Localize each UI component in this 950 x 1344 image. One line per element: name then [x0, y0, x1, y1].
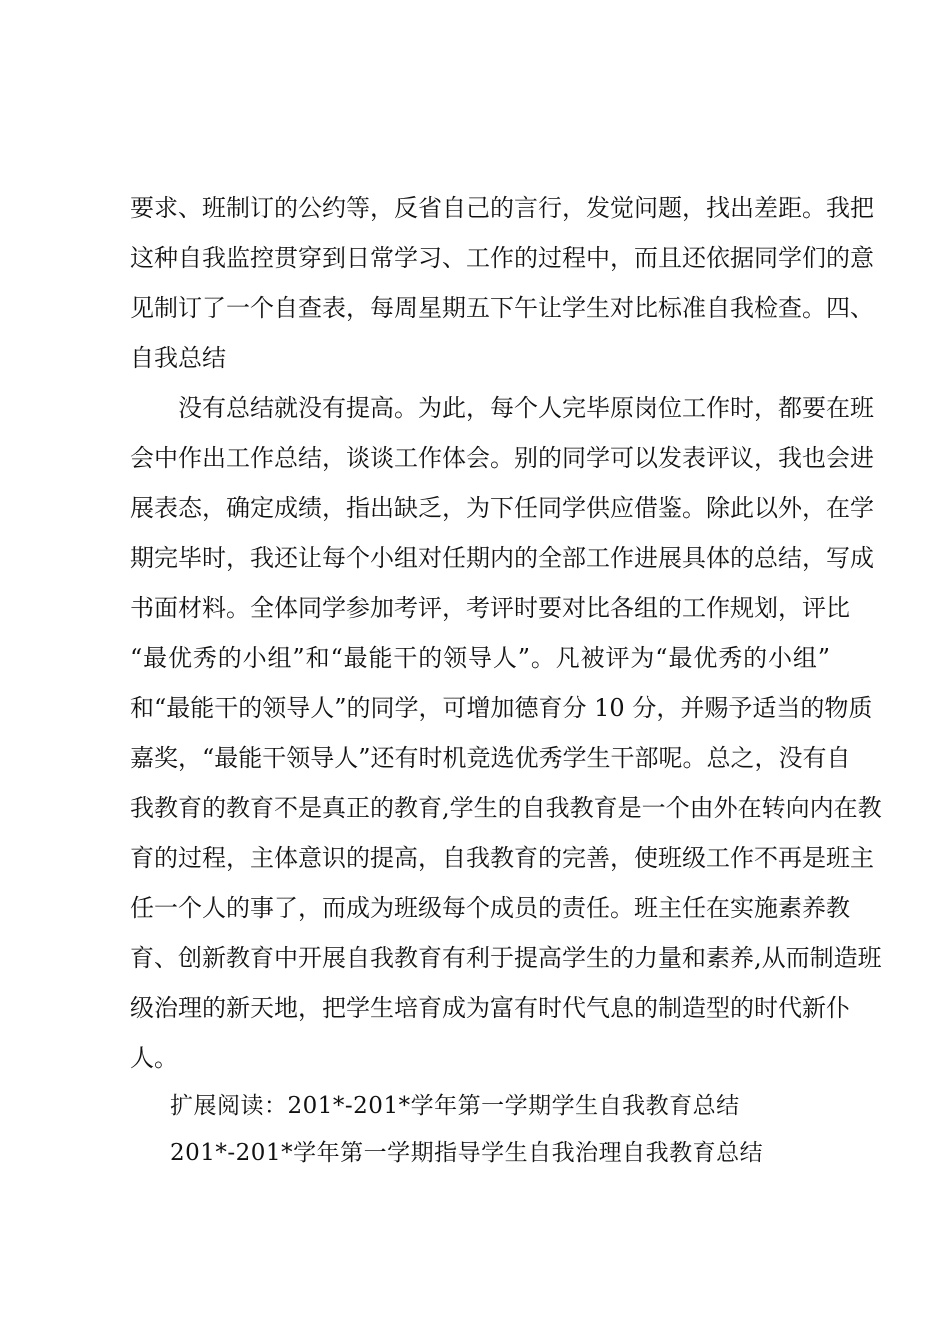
text-line: 我教育的教育不是真正的教育,学生的自我教育是一个由外在转向内在教	[130, 794, 882, 822]
text-line: 人。	[130, 1044, 178, 1072]
text-line: 展表态，确定成绩，指出缺乏，为下任同学供应借鉴。除此以外，在学	[130, 494, 874, 522]
extended-reading-label: 扩展阅读：201*-201*学年第一学期学生自我教育总结	[170, 1093, 740, 1119]
text-line: “最优秀的小组”和“最能干的领导人”。凡被评为“最优秀的小组”	[130, 644, 830, 672]
text-line: 和“最能干的领导人”的同学，可增加德育分 10 分，并赐予适当的物质	[130, 694, 873, 722]
text-line: 育、创新教育中开展自我教育有利于提高学生的力量和素养,从而制造班	[130, 944, 882, 972]
text-line: 自我总结	[130, 344, 226, 372]
text-line: 要求、班制订的公约等，反省自己的言行，发觉问题，找出差距。我把	[130, 194, 874, 222]
text-line: 嘉奖，“最能干领导人”还有时机竞选优秀学生干部呢。总之，没有自	[130, 744, 851, 772]
text-line: 没有总结就没有提高。为此，每个人完毕原岗位工作时，都要在班	[178, 394, 874, 422]
text-line: 见制订了一个自查表，每周星期五下午让学生对比标准自我检查。四、	[130, 294, 874, 322]
extended-reading-title: 201*-201*学年第一学期指导学生自我治理自我教育总结	[170, 1140, 764, 1166]
text-line: 书面材料。全体同学参加考评，考评时要对比各组的工作规划，评比	[130, 594, 850, 622]
text-line: 会中作出工作总结，谈谈工作体会。别的同学可以发表评议，我也会进	[130, 444, 874, 472]
text-line: 任一个人的事了，而成为班级每个成员的责任。班主任在实施素养教	[130, 894, 850, 922]
text-line: 期完毕时，我还让每个小组对任期内的全部工作进展具体的总结，写成	[130, 544, 874, 572]
text-line: 这种自我监控贯穿到日常学习、工作的过程中，而且还依据同学们的意	[130, 244, 874, 272]
text-line: 级治理的新天地，把学生培育成为富有时代气息的制造型的时代新仆	[130, 994, 850, 1022]
text-line: 育的过程，主体意识的提高，自我教育的完善，使班级工作不再是班主	[130, 844, 874, 872]
